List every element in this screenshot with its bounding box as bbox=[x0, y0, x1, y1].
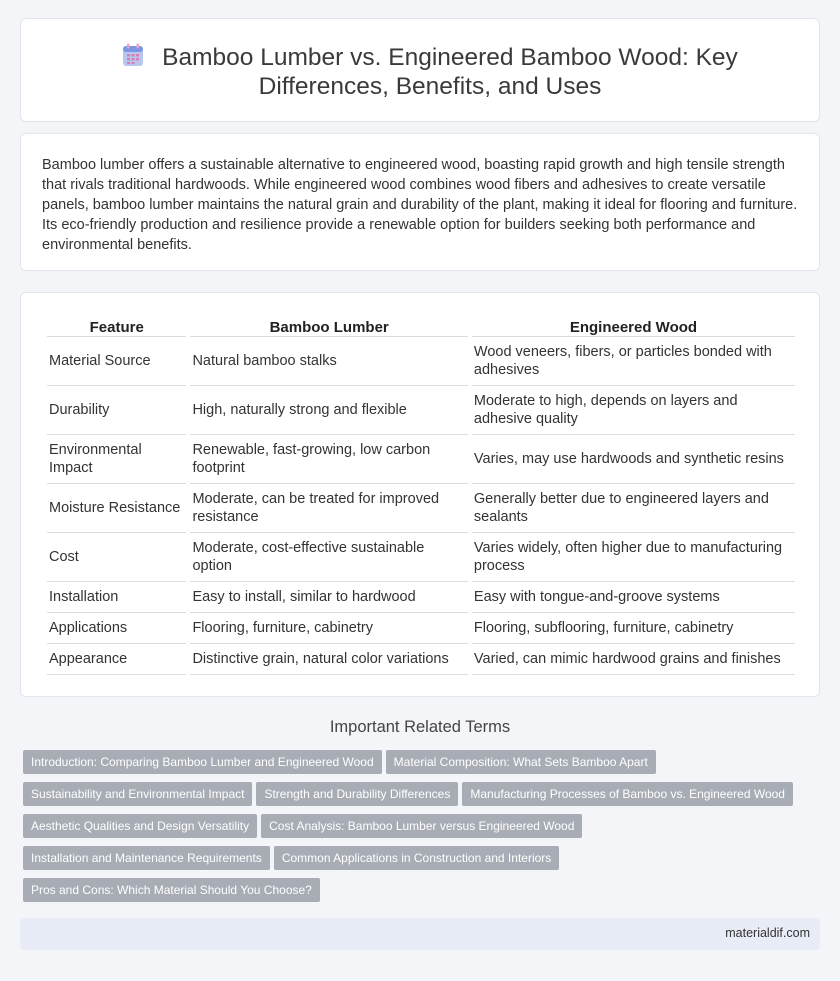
tag-row bbox=[23, 814, 823, 846]
related-term-tag[interactable]: Installation and Maintenance Requirements bbox=[23, 846, 270, 870]
bamboo-cell: High, naturally strong and flexible bbox=[190, 386, 467, 435]
table-row bbox=[47, 582, 795, 613]
table-row bbox=[47, 484, 795, 533]
footer-site-link[interactable]: materialdif.com bbox=[725, 926, 810, 940]
header-bamboo-lumber: Bamboo Lumber bbox=[190, 315, 467, 337]
table-row bbox=[47, 644, 795, 675]
bamboo-cell: Flooring, furniture, cabinetry bbox=[190, 613, 467, 644]
table-row bbox=[47, 533, 795, 582]
footer bbox=[20, 918, 820, 950]
engineered-cell: Varies, may use hardwoods and synthetic resins bbox=[472, 435, 795, 484]
title-wrap bbox=[61, 43, 799, 101]
feature-cell: Durability bbox=[47, 386, 186, 435]
bamboo-cell: Moderate, cost-effective sustainable option bbox=[190, 533, 467, 582]
engineered-cell: Flooring, subflooring, furniture, cabinetry bbox=[472, 613, 795, 644]
feature-cell: Installation bbox=[47, 582, 186, 613]
tag-row bbox=[23, 782, 823, 814]
engineered-cell: Varied, can mimic hardwood grains and finishes bbox=[472, 644, 795, 675]
header-engineered-wood: Engineered Wood bbox=[472, 315, 795, 337]
bamboo-cell: Renewable, fast-growing, low carbon footprint bbox=[190, 435, 467, 484]
related-terms-title: Important Related Terms bbox=[329, 718, 511, 736]
table-row bbox=[47, 337, 795, 386]
related-term-tag[interactable]: Cost Analysis: Bamboo Lumber versus Engineered Wood bbox=[261, 814, 582, 838]
bamboo-cell: Moderate, can be treated for improved resistance bbox=[190, 484, 467, 533]
tag-row bbox=[23, 750, 823, 782]
related-term-tag[interactable]: Common Applications in Construction and Interiors bbox=[274, 846, 559, 870]
related-term-tag[interactable]: Sustainability and Environmental Impact bbox=[23, 782, 252, 806]
feature-cell: Appearance bbox=[47, 644, 186, 675]
table-row bbox=[47, 386, 795, 435]
related-term-tag[interactable]: Introduction: Comparing Bamboo Lumber and Engineered Wood bbox=[23, 750, 382, 774]
feature-cell: Moisture Resistance bbox=[47, 484, 186, 533]
related-terms-list bbox=[23, 750, 823, 910]
page-title bbox=[61, 43, 799, 101]
bamboo-cell: Natural bamboo stalks bbox=[190, 337, 467, 386]
comparison-table-card bbox=[20, 292, 820, 697]
comparison-table bbox=[43, 315, 799, 675]
intro-card bbox=[20, 133, 820, 271]
calendar-icon bbox=[122, 43, 144, 67]
engineered-cell: Easy with tongue-and-groove systems bbox=[472, 582, 795, 613]
tag-row bbox=[23, 846, 823, 878]
header-feature: Feature bbox=[47, 315, 186, 337]
related-term-tag[interactable]: Material Composition: What Sets Bamboo Apart bbox=[386, 750, 656, 774]
related-term-tag[interactable]: Pros and Cons: Which Material Should You Choose? bbox=[23, 878, 320, 902]
table-row bbox=[47, 613, 795, 644]
engineered-cell: Wood veneers, fibers, or particles bonded with adhesives bbox=[472, 337, 795, 386]
bamboo-cell: Distinctive grain, natural color variations bbox=[190, 644, 467, 675]
table-row bbox=[47, 435, 795, 484]
feature-cell: Cost bbox=[47, 533, 186, 582]
bamboo-cell: Easy to install, similar to hardwood bbox=[190, 582, 467, 613]
intro-paragraph: Bamboo lumber offers a sustainable alternative to engineered wood, boasting rapid growth and high tensile strength that rivals traditional hardwoods. While engineered wood combines wood fibers and adhesives to create versatile panels, bamboo lumber maintains the natural grain and durability of the plant, making it ideal for flooring and furniture. Its eco-friendly production and resilience provide a renewable option for builders seeking both performance and environmental benefits. bbox=[42, 157, 798, 253]
page-title-text: Bamboo Lumber vs. Engineered Bamboo Wood: Key Differences, Benefits, and Uses bbox=[162, 44, 738, 100]
feature-cell: Applications bbox=[47, 613, 186, 644]
feature-cell: Material Source bbox=[47, 337, 186, 386]
header-card bbox=[20, 18, 820, 122]
feature-cell: Environmental Impact bbox=[47, 435, 186, 484]
engineered-cell: Generally better due to engineered layers and sealants bbox=[472, 484, 795, 533]
engineered-cell: Varies widely, often higher due to manufacturing process bbox=[472, 533, 795, 582]
related-term-tag[interactable]: Aesthetic Qualities and Design Versatility bbox=[23, 814, 257, 838]
tag-row bbox=[23, 878, 823, 910]
related-term-tag[interactable]: Manufacturing Processes of Bamboo vs. Engineered Wood bbox=[462, 782, 793, 806]
engineered-cell: Moderate to high, depends on layers and adhesive quality bbox=[472, 386, 795, 435]
related-term-tag[interactable]: Strength and Durability Differences bbox=[256, 782, 458, 806]
table-header-row bbox=[47, 315, 795, 337]
